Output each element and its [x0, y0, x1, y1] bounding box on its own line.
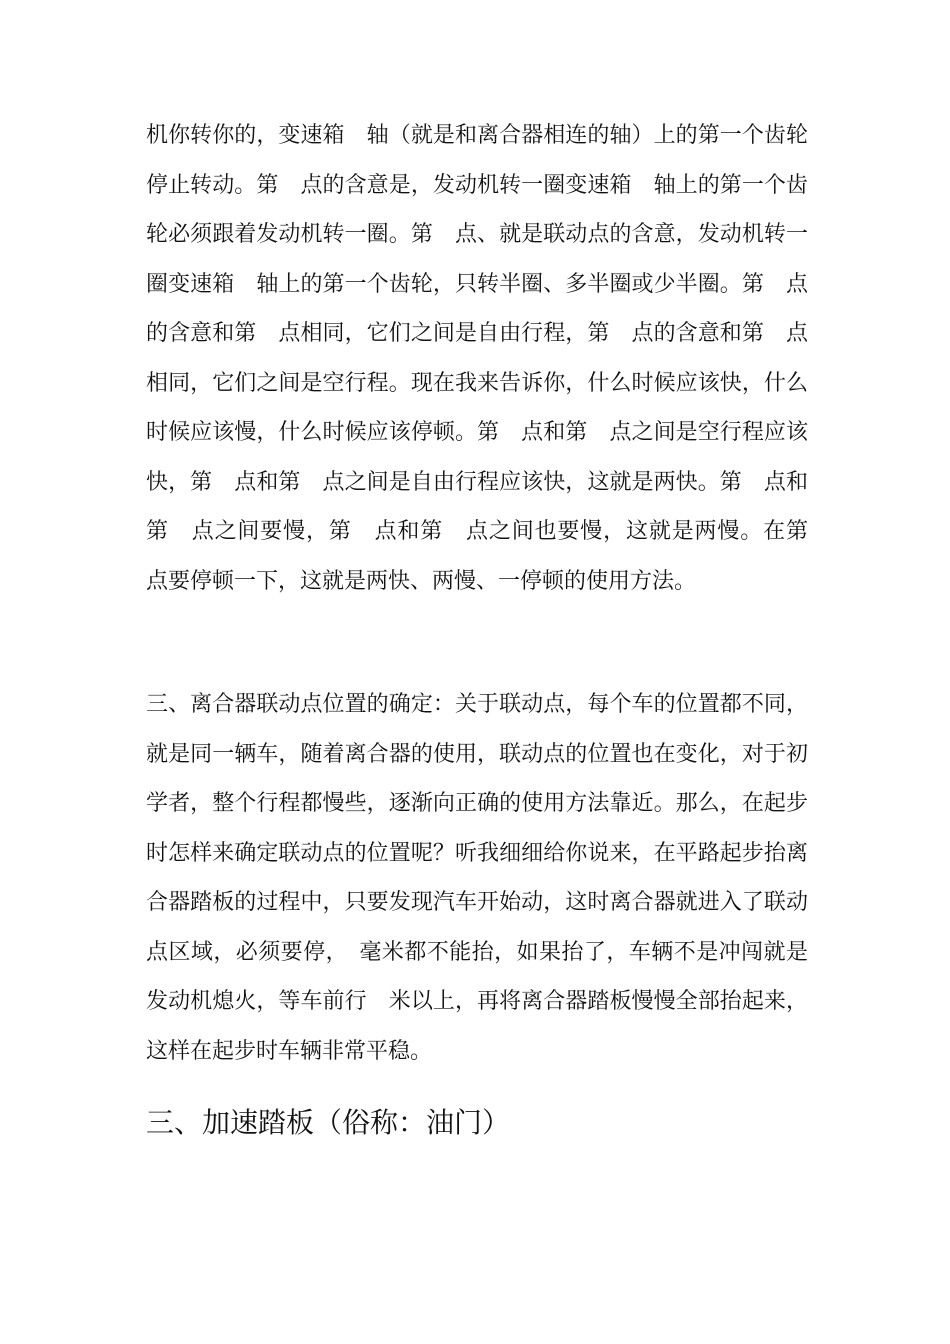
- paragraph-clutch-engagement-point: 三、离合器联动点位置的确定：关于联动点，每个车的位置都不同，就是同一辆车，随着离合器的使用，联动点的位置也在变化，对于初学者，整个行程都慢些，逐渐向正确的使用方法靠近。那么，在起步时怎样来确定联动点的位置呢？听我细细给你说来，在平路起步抬离合器踏板的过程中，只要发现汽车开始动，这时离合器就进入了联动点区域，必须要停， 毫米都不能抬，如果抬了，车辆不是冲闯就是发动机熄火，等车前行 米以上，再将离合器踏板慢慢全部抬起来，这样在起步时车辆非常平稳。: [146, 692, 808, 1064]
- paragraph-clutch-points: 机你转你的，变速箱 轴（就是和离合器相连的轴）上的第一个齿轮停止转动。第 点的含意是，发动机转一圈变速箱 轴上的第一个齿轮必须跟着发动机转一圈。第 点、就是联动点的含意，发动机转一圈变速箱 轴上的第一个齿轮，只转半圈、多半圈或少半圈。第 点的含意和第 点相同，它们之间是自由行程，第 点的含意和第 点相同，它们之间是空行程。现在我来告诉你，什么时候应该快，什么时候应该慢，什么时候应该停顿。第 点和第 点之间是空行程应该快，第 点和第 点之间是自由行程应该快，这就是两快。第 点和第 点之间要慢，第 点和第 点之间也要慢，这就是两慢。在第 点要停顿一下，这就是两快、两慢、一停顿的使用方法。: [146, 123, 831, 594]
- section-heading-accelerator-pedal: 三、加速踏板（俗称：油门）: [146, 1106, 511, 1139]
